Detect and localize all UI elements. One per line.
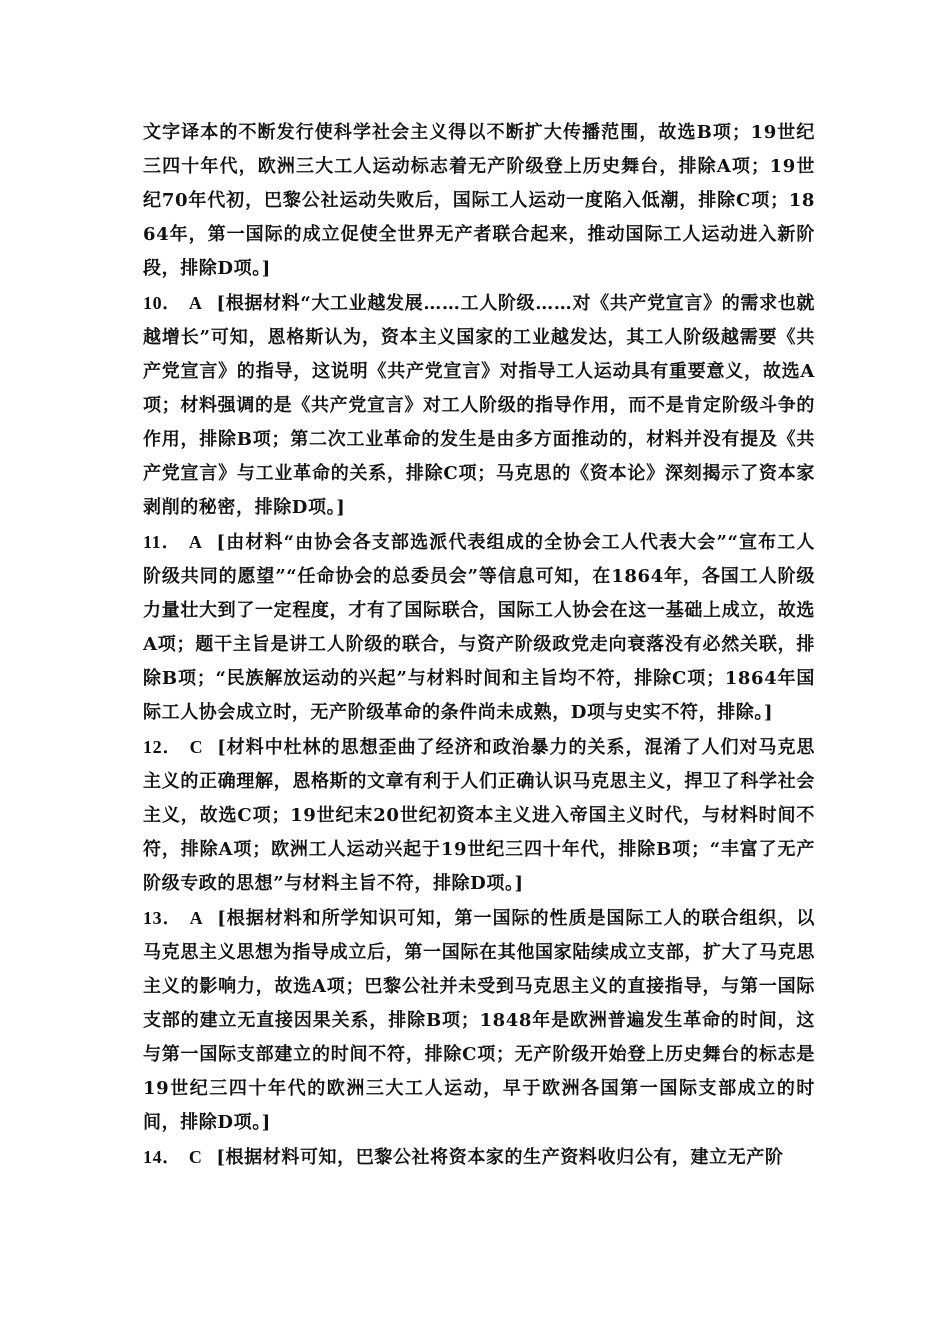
question-number: 14． xyxy=(143,1147,181,1167)
question-number: 10． xyxy=(143,293,181,313)
answer-item-13 xyxy=(143,901,815,1140)
answer-explanation: [根据材料“大工业越发展……工人阶级……对《共产党宣言》的需求也就越增长”可知，恩格斯认为，资本主义国家的工业越发达，其工人阶级越需要《共产党宣言》的指导，这说明《共产党宣言》对指导工人运动具有重要意义，故选A项；材料强调的是《共产党宣言》对工人阶级的指导作用，而不是肯定阶级斗争的作用，排除B项；第二次工业革命的发生是由多方面推动的，材料并没有提及《共产党宣言》与工业革命的关系，排除C项；马克思的《资本论》深刻揭示了资本家剥削的秘密，排除D项。] xyxy=(143,293,815,518)
answer-item-12 xyxy=(143,730,815,901)
answer-explanation: [由材料“由协会各支部选派代表组成的全协会工人代表大会”“宣布工人阶级共同的愿望”“任命协会的总委员会”等信息可知，在1864年，各国工人阶级力量壮大到了一定程度，才有了国际联合，国际工人协会在这一基础上成立，故选A项；题干主旨是讲工人阶级的联合，与资产阶级政党走向衰落没有必然关联，排除B项；“民族解放运动的兴起”与材料时间和主旨均不符，排除C项；1864年国际工人协会成立时，无产阶级革命的条件尚未成熟，D项与史实不符，排除。] xyxy=(143,532,816,723)
answer-letter: A xyxy=(188,293,203,313)
continuation-text: 文字译本的不断发行使科学社会主义得以不断扩大传播范围，故选B项；19世纪三四十年代，欧洲三大工人运动标志着无产阶级登上历史舞台，排除A项；19世纪70年代初，巴黎公社运动失败后，国际工人运动一度陷入低潮，排除C项；1864年，第一国际的成立促使全世界无产者联合起来，推动国际工人运动进入新阶段，排除D项。] xyxy=(143,122,815,279)
answer-item-10 xyxy=(143,286,815,525)
answer-explanation: [材料中杜林的思想歪曲了经济和政治暴力的关系，混淆了人们对马克思主义的正确理解，恩格斯的文章有利于人们正确认识马克思主义，捍卫了科学社会主义，故选C项；19世纪末20世纪初资本主义进入帝国主义时代，与材料时间不符，排除A项；欧洲工人运动兴起于19世纪三四十年代，排除B项；“丰富了无产阶级专政的思想”与材料主旨不符，排除D项。] xyxy=(143,737,815,894)
answer-letter: C xyxy=(188,1147,203,1167)
question-number: 13． xyxy=(143,908,182,928)
question-number: 12． xyxy=(143,737,182,757)
answer-item-11 xyxy=(143,525,815,730)
continuation-paragraph xyxy=(143,116,815,286)
answer-letter: C xyxy=(189,737,204,757)
answer-letter: A xyxy=(189,908,204,928)
answer-letter: A xyxy=(188,532,203,552)
answer-item-14 xyxy=(143,1140,815,1175)
answer-page xyxy=(143,116,815,1175)
question-number: 11． xyxy=(143,532,181,552)
answer-explanation: [根据材料可知，巴黎公社将资本家的生产资料收归公有，建立无产阶 xyxy=(216,1147,784,1168)
answer-explanation: [根据材料和所学知识可知，第一国际的性质是国际工人的联合组织，以马克思主义思想为指导成立后，第一国际在其他国家陆续成立支部，扩大了马克思主义的影响力，故选A项；巴黎公社并未受到马克思主义的直接指导，与第一国际支部的建立无直接因果关系，排除B项；1848年是欧洲普遍发生革命的时间，这与第一国际支部建立的时间不符，排除C项；无产阶级开始登上历史舞台的标志是19世纪三四十年代的欧洲三大工人运动，早于欧洲各国第一国际支部成立的时间，排除D项。] xyxy=(143,908,815,1133)
